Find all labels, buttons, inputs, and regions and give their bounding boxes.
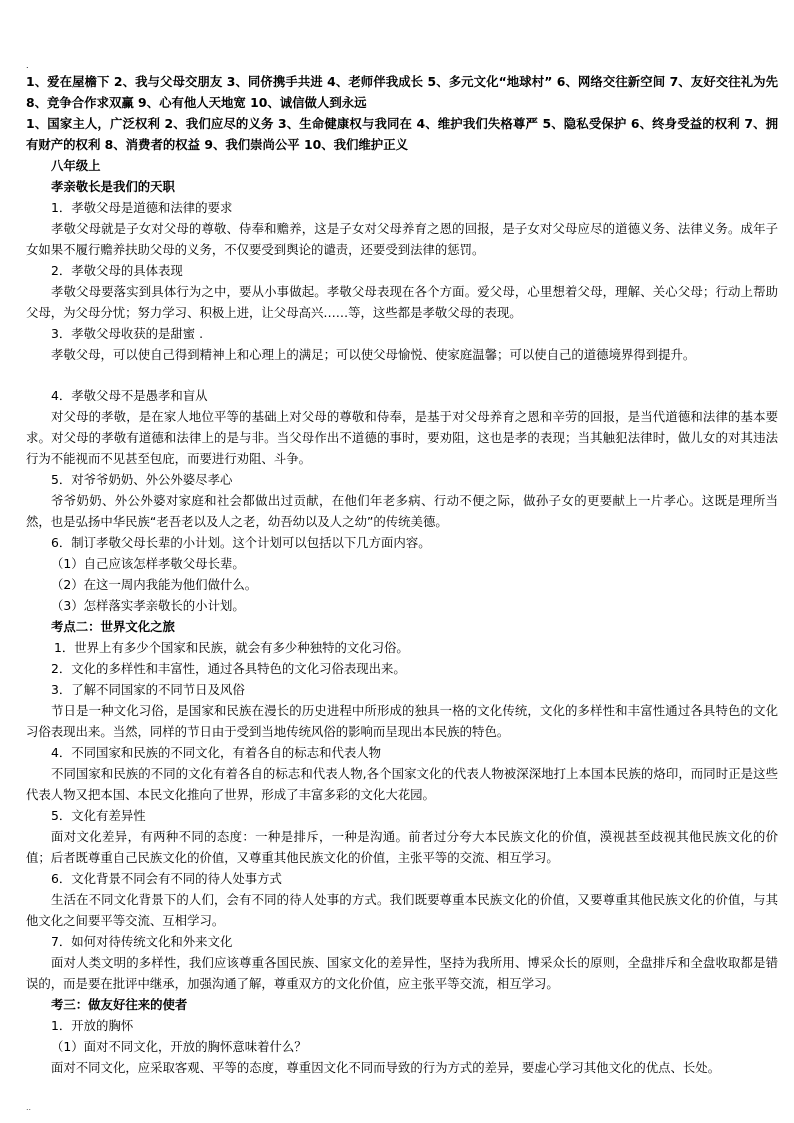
text-line: 5．对爷爷奶奶、外公外婆尽孝心 [51,472,233,487]
text-line: 1．开放的胸怀 [51,1018,134,1033]
text-line: （1）面对不同文化，开放的胸怀意味着什么？ [51,1039,307,1054]
blank-line [26,365,778,385]
heading-line: 考三：做友好往来的使者 [51,997,188,1012]
text-line: 4．孝敬父母不是愚孝和盲从 [51,388,208,403]
text-line: 爷爷奶奶、外公外婆对家庭和社会都做出过贡献，在他们年老多病、行动不便之际，做孙子女的更要献上一片孝心。这既是理所当然，也是弘扬中华民族“老吾老以及人之老，幼吾幼以及人之幼”的传统美德。 [26,493,778,529]
text-line: 孝敬父母要落实到具体行为之中，要从小事做起。孝敬父母表现在各个方面。爱父母，心里想着父母，理解、关心父母；行动上帮助父母，为父母分忧；努力学习、积极上进，让父母高兴……等，这些都是孝敬父母的表现。 [26,284,778,320]
text-line: 3．孝敬父母收获的是甜蜜 . [51,326,204,341]
text-line: 3．了解不同国家的不同节日及风俗 [51,682,245,697]
heading-line: 1、爱在屋檐下 2、我与父母交朋友 3、同侪携手共进 4、老师伴我成长 5、多元文化“地球村” 6、网络交往新空间 7、友好交往礼为先 8、竞争合作求双赢 9、心有他人天地宽 10、诚信做人到永远 [26,74,778,110]
text-line: 面对人类文明的多样性，我们应该尊重各国民族、国家文化的差异性，坚持为我所用、博采众长的原则，全盘排斥和全盘收取都是错误的，而是要在批评中继承，加强沟通了解，尊重双方的文化价值，应主张平等交流，相互学习。 [26,955,778,991]
heading-line: 孝亲敬长是我们的天职 [51,179,175,194]
text-line: 1．世界上有多少个国家和民族，就会有多少种独特的文化习俗。 [54,640,409,655]
text-line: 1．孝敬父母是道德和法律的要求 [51,200,233,215]
text-line: 孝敬父母就是子女对父母的尊敬、侍奉和赡养，这是子女对父母养育之恩的回报，是子女对父母应尽的道德义务、法律义务。成年子女如果不履行赡养扶助父母的义务，不仅要受到舆论的谴责，还要受到法律的惩罚。 [26,221,778,257]
text-line: （1）自己应该怎样孝敬父母长辈。 [51,556,245,571]
text-line: 6．文化背景不同会有不同的待人处事方式 [51,871,282,886]
heading-line: 八年级上 [51,158,101,173]
text-line: 面对文化差异，有两种不同的态度：一种是排斥，一种是沟通。前者过分夸大本民族文化的价值，漠视甚至歧视其他民族文化的价值；后者既尊重自己民族文化的价值，又尊重其他民族文化的价值，主张平等的交流、相互学习。 [26,829,778,865]
text-line: 5．文化有差异性 [51,808,146,823]
text-line: 不同国家和民族的不同的文化有着各自的标志和代表人物,各个国家文化的代表人物被深深地打上本国本民族的烙印，而同时正是这些代表人物又把本国、本民文化推向了世界，形成了丰富多彩的文化大花园。 [26,766,778,802]
top-dot-mark: . [26,61,29,70]
text-line: （2）在这一周内我能为他们做什么。 [51,577,258,592]
heading-line: 1、国家主人，广泛权利 2、我们应尽的义务 3、生命健康权与我同在 4、维护我们失格尊严 5、隐私受保护 6、终身受益的权利 7、拥有财产的权利 8、消费者的权益 9、我们崇尚公平 10、我们维护正义 [26,116,778,152]
text-line: 面对不同文化，应采取客观、平等的态度，尊重因文化不同而导致的行为方式的差异，要虚心学习其他文化的优点、长处。 [51,1060,721,1075]
text-line: 节日是一种文化习俗，是国家和民族在漫长的历史进程中所形成的独具一格的文化传统，文化的多样性和丰富性通过各具特色的文化习俗表现出来。当然，同样的节日由于受到当地传统风俗的影响而呈现出本民族的特色。 [26,703,778,739]
text-line: 2．文化的多样性和丰富性，通过各具特色的文化习俗表现出来。 [51,661,406,676]
text-line: 2．孝敬父母的具体表现 [51,263,183,278]
text-line: 对父母的孝敬，是在家人地位平等的基础上对父母的尊敬和侍奉，是基于对父母养育之恩和辛劳的回报，是当代道德和法律的基本要求。对父母的孝敬有道德和法律上的是与非。当父母作出不道德的事时，要劝阻，这也是孝的表现；当其触犯法律时，做儿女的对其违法行为不能视而不见甚至包庇，而要进行劝阻、斗争。 [26,409,778,466]
text-line: 4．不同国家和民族的不同文化，有着各自的标志和代表人物 [51,745,382,760]
bottom-dot-mark: .. [26,1103,32,1112]
text-line: 生活在不同文化背景下的人们，会有不同的待人处事的方式。我们既要尊重本民族文化的价值，又要尊重其他民族文化的价值，与其他文化之间要平等交流、互相学习。 [26,892,778,928]
text-line: （3）怎样落实孝亲敬长的小计划。 [51,598,245,613]
text-line: 7．如何对待传统文化和外来文化 [51,934,233,949]
text-line: 孝敬父母，可以使自己得到精神上和心理上的满足；可以使父母愉悦、使家庭温馨；可以使自己的道德境界得到提升。 [51,347,696,362]
heading-line: 考点二：世界文化之旅 [51,619,175,634]
document-body [26,71,778,1078]
text-line: 6．制订孝敬父母长辈的小计划。这个计划可以包括以下几方面内容。 [51,535,431,550]
